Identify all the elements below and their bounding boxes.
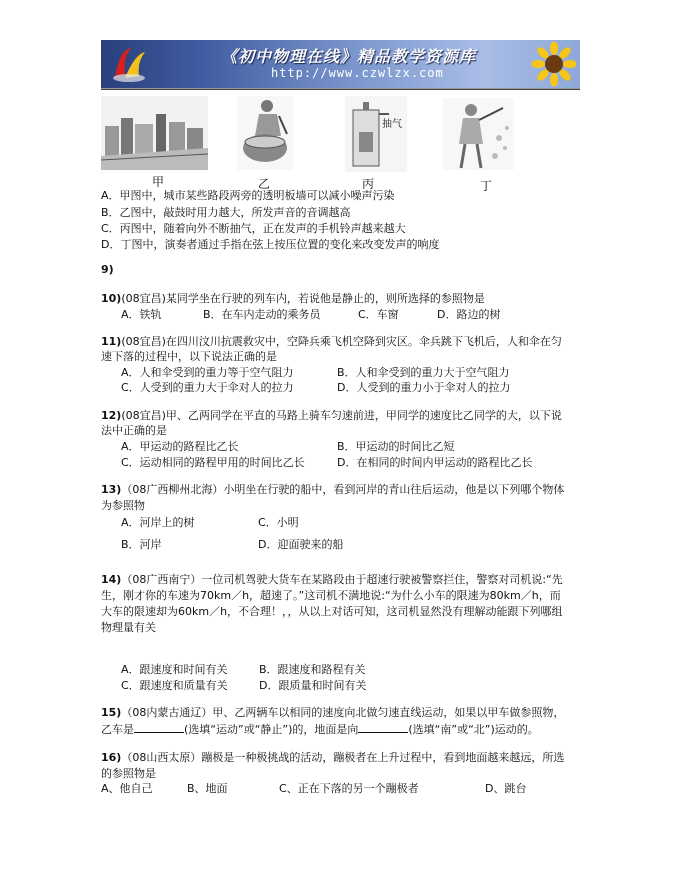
caption-jia: 甲	[152, 175, 165, 189]
header-rule	[101, 89, 580, 90]
q11-option-a: A．人和伞受到的重力等于空气阻力	[121, 366, 294, 379]
q11-option-b: B．人和伞受到的重力大于空气阻力	[337, 366, 510, 379]
q11-number: 11)	[101, 335, 122, 348]
q11-stem-2: 速下落的过程中，以下说法正确的是	[101, 350, 277, 363]
q13-text-1: （08广西柳州北海）小明坐在行驶的船中，看到河岸的青山往后运动，他是以下列哪个物体	[121, 483, 565, 496]
q10-option-c: C．车窗	[358, 308, 399, 321]
q14-option-b: B．跟速度和路程有关	[259, 663, 366, 676]
q15-blank-1[interactable]	[134, 722, 184, 733]
q8-option-c: C．丙图中，随着向外不断抽气，正在发声的手机铃声越来越大	[101, 222, 406, 235]
q13-number: 13)	[101, 483, 122, 496]
q14-stem-3: 大车的限速却为60km／h，不合理！，，从以上对话可知，这司机显然没有理解动能跟下列哪组	[101, 605, 563, 618]
q10-number: 10)	[101, 292, 122, 305]
q15-text-1: （08内蒙古通辽）甲、乙两辆车以相同的速度向北做匀速直线运动，如果以甲车做参照物，	[121, 706, 565, 719]
q12-option-d: D．在相同的时间内甲运动的路程比乙长	[337, 456, 533, 469]
vacuum-jar-picture	[345, 96, 407, 172]
q13-option-d: D．迎面驶来的船	[258, 538, 344, 551]
violin-player-picture	[443, 98, 514, 170]
q16-text-1: （08山西太原）蹦极是一种极挑战的活动，蹦极者在上升过程中，看到地面越来越远，所选	[121, 751, 565, 764]
q12-text-1: (08宜昌)甲、乙两同学在平直的马路上骑车匀速前进，甲同学的速度比乙同学的大，以下说	[121, 409, 562, 422]
q16-stem-2: 的参照物是	[101, 767, 156, 780]
q12-stem-2: 法中正确的是	[101, 424, 167, 437]
q11-stem-1	[101, 335, 562, 349]
q13-stem-2: 为参照物	[101, 499, 145, 512]
q15-text-2b: (选填“运动”或“静止”)的，地面是向	[184, 723, 359, 736]
q14-option-a: A．跟速度和时间有关	[121, 663, 228, 676]
q8-option-b: B．乙图中，敲鼓时用力越大，所发声音的音调越高	[101, 206, 351, 219]
city-noise-barrier-picture	[101, 96, 208, 170]
q8-option-a: A．甲图中，城市某些路段两旁的透明板墙可以减小噪声污染	[101, 189, 395, 202]
q14-stem-2: 生，刚才你的车速为70km／h，超速了。”这司机不满地说:“为什么小车的限速为80km／h，而	[101, 589, 561, 602]
q11-option-d: D．人受到的重力小于伞对人的拉力	[337, 381, 511, 394]
q16-number: 16)	[101, 751, 122, 764]
q15-stem-2	[101, 722, 539, 737]
q14-stem-1	[101, 573, 563, 587]
q14-option-c: C．跟速度和质量有关	[121, 679, 228, 692]
q14-number: 14)	[101, 573, 122, 586]
q12-option-b: B．甲运动的时间比乙短	[337, 440, 455, 453]
q13-option-a: A．河岸上的树	[121, 516, 195, 529]
q15-text-2a: 乙车是	[101, 723, 134, 736]
q16-option-a: A、他自己	[101, 782, 153, 795]
caption-yi: 乙	[258, 177, 271, 191]
q16-option-b: B、地面	[187, 782, 228, 795]
q10-text: (08宜昌)某同学坐在行驶的列车内，若说他是静止的，则所选择的参照物是	[121, 292, 485, 305]
q8-option-d: D．丁图中，演奏者通过手指在弦上按压位置的变化来改变发声的响度	[101, 238, 440, 251]
logo-icon	[109, 44, 149, 84]
q10-option-b: B．在车内走动的乘务员	[203, 308, 321, 321]
q10-option-a: A．铁轨	[121, 308, 162, 321]
q16-stem-1	[101, 751, 564, 765]
banner-title: 《初中物理在线》精品教学资源库	[221, 47, 477, 66]
bing-label: 抽气	[382, 119, 402, 130]
q15-blank-2[interactable]	[358, 722, 408, 733]
q13-stem-1	[101, 483, 564, 497]
header-banner	[101, 40, 580, 89]
q11-text-1: (08宜昌)在四川汶川抗震救灾中，空降兵乘飞机空降到灾区。伞兵跳下飞机后，人和伞在匀	[121, 335, 562, 348]
q14-text-1: （08广西南宁）一位司机驾驶大货车在某路段由于超速行驶被警察拦住，警察对司机说:“先	[121, 573, 563, 586]
q10-stem	[101, 292, 485, 306]
q11-option-c: C．人受到的重力大于伞对人的拉力	[121, 381, 294, 394]
drum-picture	[237, 96, 293, 170]
caption-ding: 丁	[480, 179, 493, 193]
caption-bing: 丙	[362, 177, 375, 191]
q9-number: 9)	[101, 263, 114, 276]
q12-number: 12)	[101, 409, 122, 422]
q10-option-d: D．路边的树	[437, 308, 501, 321]
q16-option-c: C、正在下落的另一个蹦极者	[279, 782, 419, 795]
q13-option-c: C．小明	[258, 516, 299, 529]
q13-option-b: B．河岸	[121, 538, 162, 551]
q12-stem-1	[101, 409, 562, 423]
q16-option-d: D、跳台	[485, 782, 527, 795]
q15-stem-1	[101, 706, 564, 720]
q12-option-c: C．运动相同的路程甲用的时间比乙长	[121, 456, 305, 469]
q14-stem-4: 物理量有关	[101, 621, 156, 634]
q15-text-2c: (选填“南”或“北”)运动的。	[408, 723, 539, 736]
banner-url: http://www.czwlzx.com	[271, 66, 444, 80]
q14-option-d: D．跟质量和时间有关	[259, 679, 367, 692]
q12-option-a: A．甲运动的路程比乙长	[121, 440, 239, 453]
sunflower-icon	[532, 42, 576, 86]
q15-number: 15)	[101, 706, 122, 719]
